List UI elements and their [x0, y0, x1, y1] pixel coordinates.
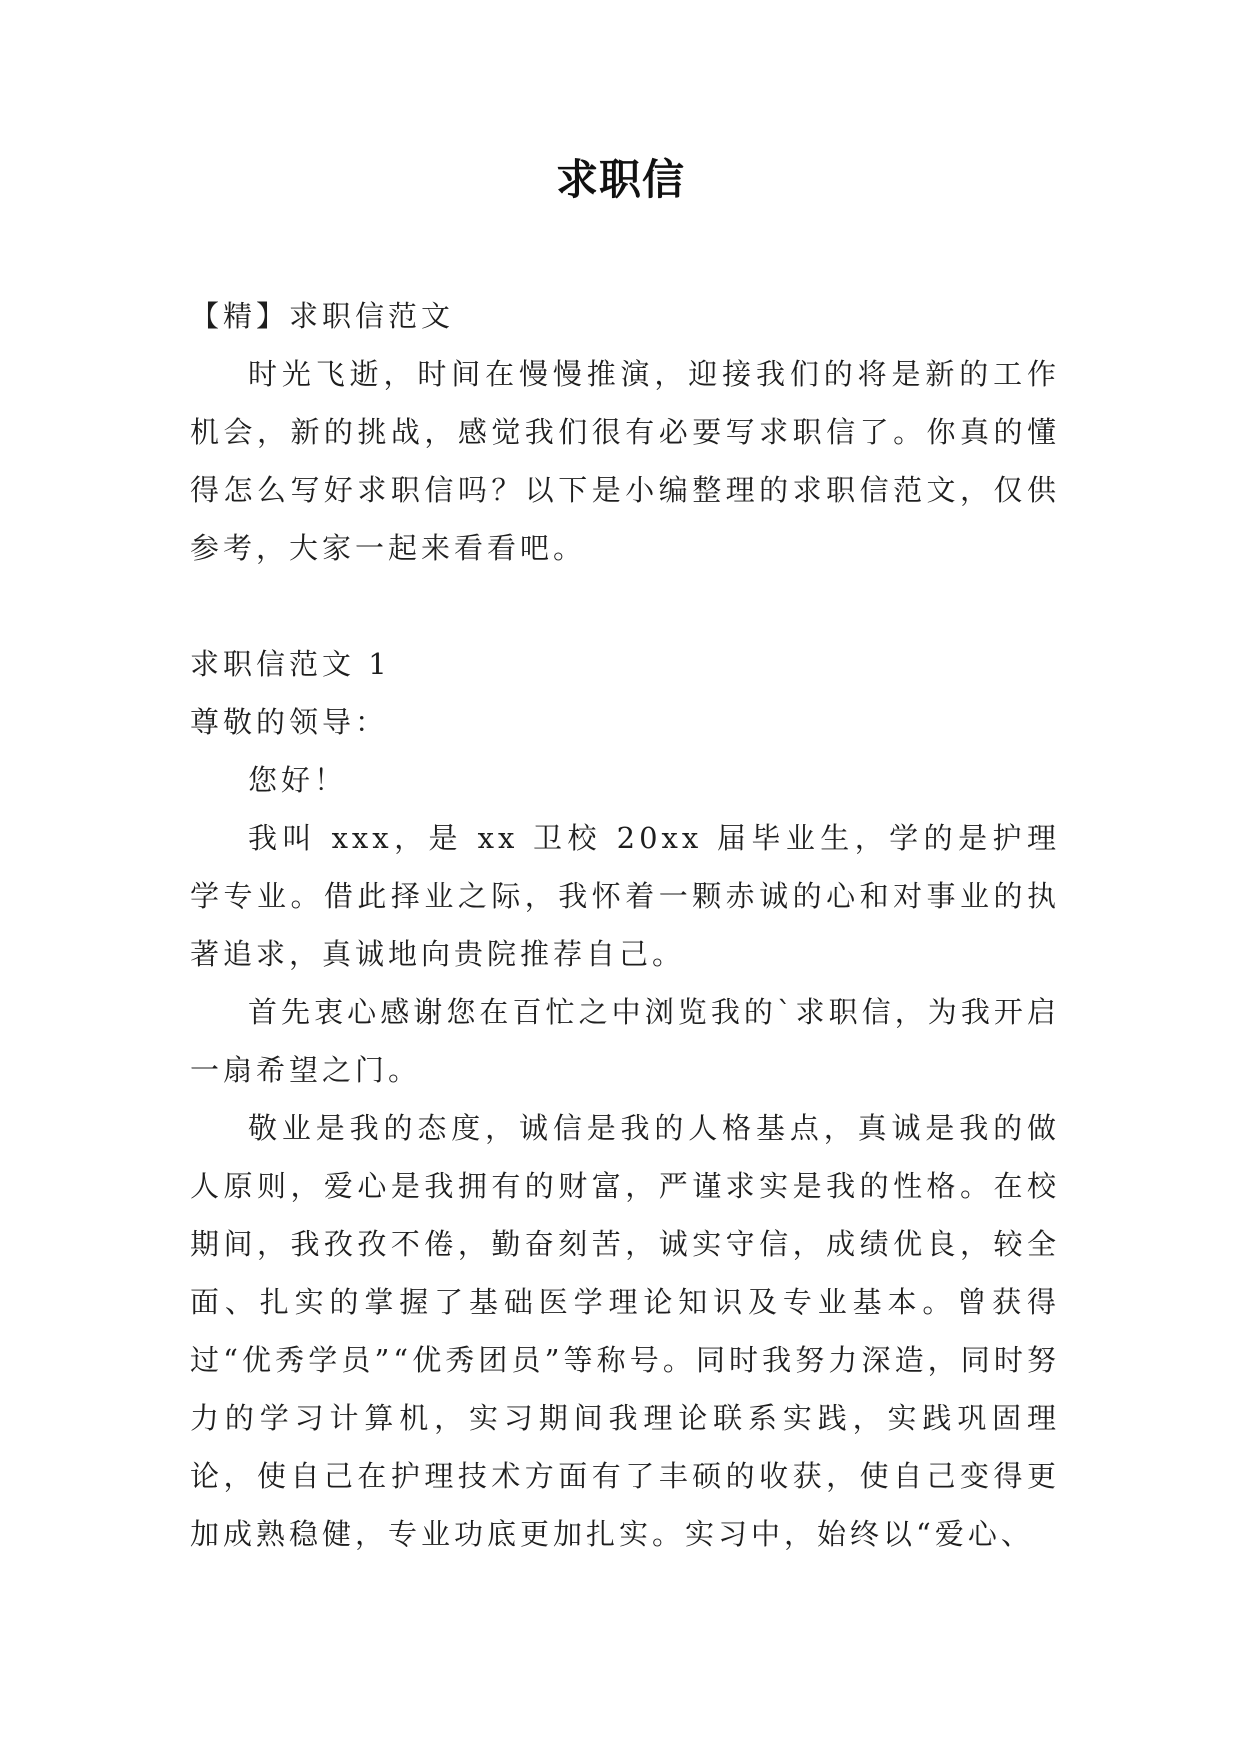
- letter-paragraph-3: 敬业是我的态度，诚信是我的人格基点，真诚是我的做人原则，爱心是我拥有的财富，严谨求实是我的性格。在校期间，我孜孜不倦，勤奋刻苦，诚实守信，成绩优良，较全面、扎实的掌握了基础医学理论知识及专业基本。曾获得过“优秀学员”“优秀团员”等称号。同时我努力深造，同时努力的学习计算机，实习期间我理论联系实践，实践巩固理论，使自己在护理技术方面有了丰硕的收获，使自己变得更加成熟稳健，专业功底更加扎实。实习中，始终以“爱心、: [190, 1111, 1060, 1551]
- document-title: 求职信: [555, 155, 685, 204]
- salutation: 尊敬的领导：: [190, 705, 389, 739]
- spacer: [190, 577, 1060, 635]
- article-heading: 【精】求职信范文: [190, 299, 455, 333]
- greeting: 您好！: [248, 763, 348, 797]
- sample-title: 求职信范文 1: [190, 647, 391, 681]
- letter-paragraph-2: 首先衷心感谢您在百忙之中浏览我的`求职信，为我开启一扇希望之门。: [190, 995, 1060, 1087]
- letter-paragraph-1: 我叫 xxx，是 xx 卫校 20xx 届毕业生，学的是护理学专业。借此择业之际，我怀着一颗赤诚的心和对事业的执著追求，真诚地向贵院推荐自己。: [190, 821, 1060, 971]
- intro-paragraph: 时光飞逝，时间在慢慢推演，迎接我们的将是新的工作机会，新的挑战，感觉我们很有必要写求职信了。你真的懂得怎么写好求职信吗？以下是小编整理的求职信范文，仅供参考，大家一起来看看吧。: [190, 357, 1060, 565]
- document-body: [190, 287, 1060, 1563]
